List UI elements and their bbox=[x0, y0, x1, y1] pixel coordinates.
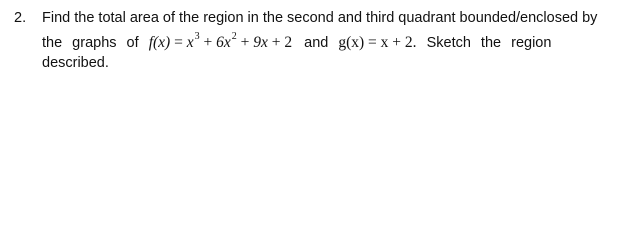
f-term-1: x bbox=[186, 34, 194, 51]
and-word: and bbox=[304, 35, 329, 51]
f-term-2-exponent: 2 bbox=[231, 30, 237, 42]
line2-prefix: the graphs of bbox=[42, 35, 139, 51]
problem-number: 2. bbox=[14, 10, 27, 26]
f-term-2: 6x bbox=[216, 34, 231, 51]
f-plus-1: + bbox=[203, 34, 213, 51]
f-term-3: 9x bbox=[253, 34, 268, 51]
f-definition bbox=[148, 30, 293, 51]
f-plus-2: + bbox=[240, 34, 250, 51]
f-plus-3: + bbox=[271, 34, 281, 51]
problem-text-line-3: described. bbox=[42, 55, 109, 71]
problem-2 bbox=[0, 0, 644, 80]
f-term-1-exponent: 3 bbox=[194, 30, 200, 42]
problem-text-line-1: Find the total area of the region in the second and third quadrant bounded/enclosed by bbox=[42, 10, 598, 26]
line2-suffix: Sketch the region bbox=[426, 35, 552, 51]
g-definition: g(x) = x + 2. bbox=[338, 34, 417, 51]
problem-text-line-2 bbox=[42, 30, 552, 52]
f-equals: = bbox=[174, 34, 183, 51]
f-term-4: 2 bbox=[284, 34, 293, 51]
f-lhs: f(x) bbox=[148, 34, 171, 51]
